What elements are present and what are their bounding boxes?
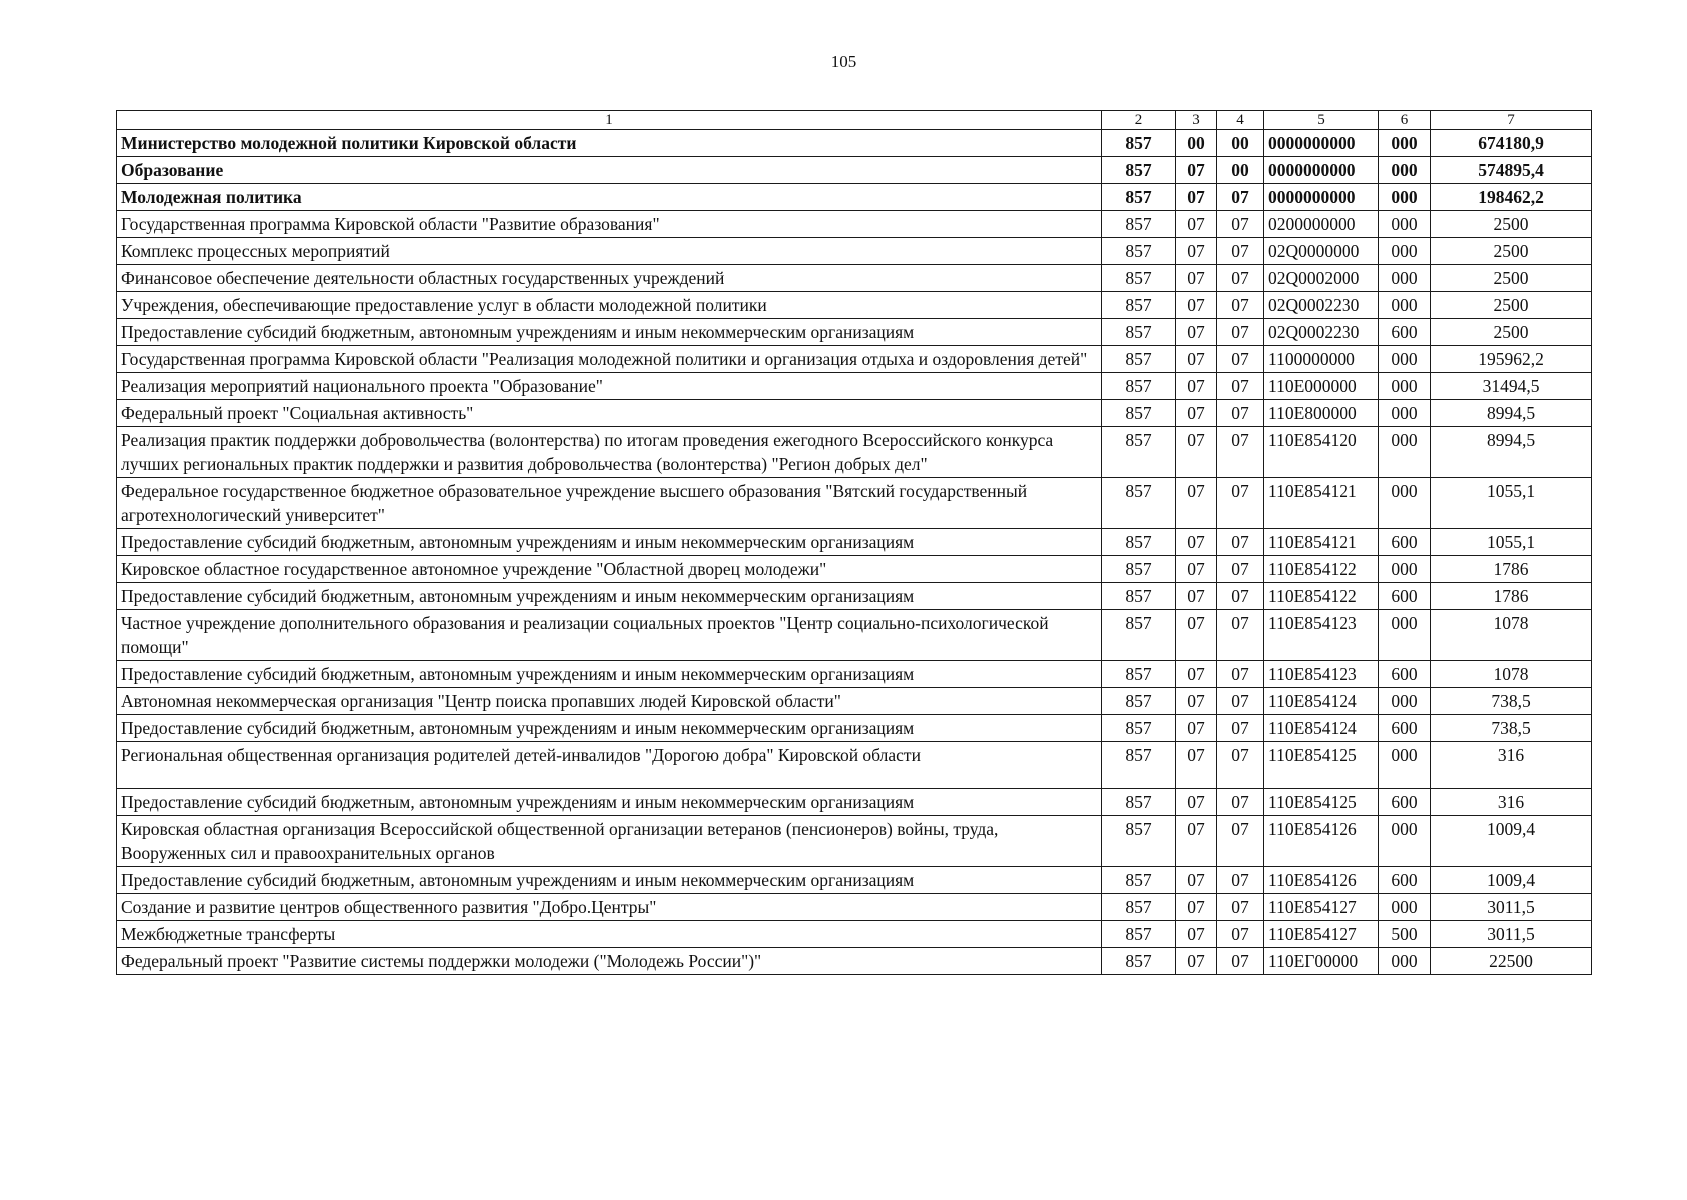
row-code-5-cell: 1100000000 [1264,346,1379,373]
row-amount-cell: 8994,5 [1431,400,1592,427]
table-row [117,789,1592,816]
row-code-4-cell: 07 [1217,373,1264,400]
row-name-cell: Комплекс процессных мероприятий [117,238,1102,265]
row-name-cell: Финансовое обеспечение деятельности областных государственных учреждений [117,265,1102,292]
row-name-cell: Автономная некоммерческая организация "Центр поиска пропавших людей Кировской области" [117,688,1102,715]
row-code-3-cell: 07 [1176,742,1217,789]
row-code-3-cell: 07 [1176,867,1217,894]
row-code-6-cell: 000 [1379,238,1431,265]
row-code-3-cell: 07 [1176,894,1217,921]
row-code-6-cell: 000 [1379,948,1431,975]
row-name-cell: Образование [117,157,1102,184]
row-code-6-cell: 600 [1379,715,1431,742]
row-amount-cell: 738,5 [1431,688,1592,715]
row-code-5-cell: 110E854125 [1264,742,1379,789]
table-row [117,346,1592,373]
row-code-6-cell: 000 [1379,184,1431,211]
row-amount-cell: 195962,2 [1431,346,1592,373]
row-code-5-cell: 110E854122 [1264,556,1379,583]
table-row [117,715,1592,742]
table-row [117,130,1592,157]
row-code-2-cell: 857 [1102,688,1176,715]
row-code-6-cell: 000 [1379,265,1431,292]
row-name-cell: Предоставление субсидий бюджетным, автономным учреждениям и иным некоммерческим организациям [117,529,1102,556]
row-code-5-cell: 110E854125 [1264,789,1379,816]
row-code-5-cell: 0200000000 [1264,211,1379,238]
row-amount-cell: 1078 [1431,610,1592,661]
row-name-cell: Предоставление субсидий бюджетным, автономным учреждениям и иным некоммерческим организациям [117,867,1102,894]
row-code-6-cell: 000 [1379,346,1431,373]
row-amount-cell: 22500 [1431,948,1592,975]
row-code-5-cell: 110E854121 [1264,529,1379,556]
row-code-3-cell: 07 [1176,238,1217,265]
row-name-cell: Федеральный проект "Социальная активность" [117,400,1102,427]
row-amount-cell: 738,5 [1431,715,1592,742]
row-code-5-cell: 02Q0000000 [1264,238,1379,265]
row-code-4-cell: 07 [1217,816,1264,867]
row-code-2-cell: 857 [1102,373,1176,400]
row-name-cell: Создание и развитие центров общественного развития "Добро.Центры" [117,894,1102,921]
row-code-6-cell: 000 [1379,688,1431,715]
row-code-2-cell: 857 [1102,583,1176,610]
row-name-cell: Кировская областная организация Всероссийской общественной организации ветеранов (пенсионеров) войны, труда, Вооруженных сил и правоохранительных органов [117,816,1102,867]
row-code-5-cell: 0000000000 [1264,157,1379,184]
row-code-2-cell: 857 [1102,556,1176,583]
row-code-6-cell: 000 [1379,816,1431,867]
table-body [117,130,1592,975]
row-amount-cell: 2500 [1431,292,1592,319]
row-amount-cell: 674180,9 [1431,130,1592,157]
row-code-5-cell: 110E000000 [1264,373,1379,400]
row-code-3-cell: 07 [1176,478,1217,529]
row-code-5-cell: 110E854124 [1264,715,1379,742]
table-row [117,529,1592,556]
row-amount-cell: 1055,1 [1431,529,1592,556]
row-amount-cell: 1078 [1431,661,1592,688]
row-code-6-cell: 000 [1379,478,1431,529]
row-code-3-cell: 07 [1176,583,1217,610]
table-row [117,184,1592,211]
row-code-4-cell: 07 [1217,292,1264,319]
row-code-3-cell: 07 [1176,921,1217,948]
row-code-3-cell: 07 [1176,715,1217,742]
header-col-1: 1 [117,111,1102,130]
row-code-4-cell: 07 [1217,742,1264,789]
table-row [117,427,1592,478]
row-amount-cell: 2500 [1431,319,1592,346]
table-row [117,688,1592,715]
row-code-3-cell: 07 [1176,610,1217,661]
row-code-5-cell: 110E854122 [1264,583,1379,610]
row-code-2-cell: 857 [1102,789,1176,816]
row-code-3-cell: 07 [1176,265,1217,292]
table-row [117,478,1592,529]
row-code-6-cell: 600 [1379,583,1431,610]
table-row [117,238,1592,265]
row-amount-cell: 198462,2 [1431,184,1592,211]
row-code-4-cell: 07 [1217,867,1264,894]
row-code-5-cell: 110E854124 [1264,688,1379,715]
row-code-2-cell: 857 [1102,319,1176,346]
row-code-5-cell: 02Q0002230 [1264,292,1379,319]
row-name-cell: Частное учреждение дополнительного образования и реализации социальных проектов "Центр социально-психологической помощи" [117,610,1102,661]
row-code-5-cell: 110EГ00000 [1264,948,1379,975]
row-name-cell: Реализация мероприятий национального проекта "Образование" [117,373,1102,400]
row-code-4-cell: 07 [1217,211,1264,238]
row-code-5-cell: 02Q0002000 [1264,265,1379,292]
row-code-4-cell: 07 [1217,583,1264,610]
row-name-cell: Федеральный проект "Развитие системы поддержки молодежи ("Молодежь России")" [117,948,1102,975]
table-row [117,373,1592,400]
row-code-4-cell: 07 [1217,921,1264,948]
row-code-3-cell: 07 [1176,184,1217,211]
row-amount-cell: 2500 [1431,238,1592,265]
row-code-2-cell: 857 [1102,346,1176,373]
row-code-2-cell: 857 [1102,661,1176,688]
header-col-4: 4 [1217,111,1264,130]
row-code-6-cell: 600 [1379,319,1431,346]
row-code-3-cell: 07 [1176,556,1217,583]
row-amount-cell: 3011,5 [1431,894,1592,921]
row-code-4-cell: 00 [1217,157,1264,184]
header-col-2: 2 [1102,111,1176,130]
row-amount-cell: 1055,1 [1431,478,1592,529]
row-code-2-cell: 857 [1102,894,1176,921]
row-code-3-cell: 07 [1176,373,1217,400]
header-col-3: 3 [1176,111,1217,130]
row-code-4-cell: 07 [1217,661,1264,688]
row-code-6-cell: 000 [1379,427,1431,478]
row-code-4-cell: 07 [1217,556,1264,583]
row-code-6-cell: 600 [1379,867,1431,894]
row-code-2-cell: 857 [1102,816,1176,867]
row-name-cell: Межбюджетные трансферты [117,921,1102,948]
row-name-cell: Федеральное государственное бюджетное образовательное учреждение высшего образования "Вятский государственный агротехнологический университет" [117,478,1102,529]
row-code-2-cell: 857 [1102,157,1176,184]
row-name-cell: Министерство молодежной политики Кировской области [117,130,1102,157]
table-row [117,211,1592,238]
row-code-3-cell: 07 [1176,400,1217,427]
row-code-4-cell: 07 [1217,238,1264,265]
row-code-6-cell: 000 [1379,610,1431,661]
row-code-6-cell: 000 [1379,211,1431,238]
header-col-5: 5 [1264,111,1379,130]
row-code-2-cell: 857 [1102,948,1176,975]
row-code-5-cell: 110E854120 [1264,427,1379,478]
header-col-7: 7 [1431,111,1592,130]
row-code-3-cell: 07 [1176,661,1217,688]
row-code-5-cell: 110E854121 [1264,478,1379,529]
row-code-3-cell: 07 [1176,292,1217,319]
row-name-cell: Предоставление субсидий бюджетным, автономным учреждениям и иным некоммерческим организациям [117,715,1102,742]
row-code-6-cell: 600 [1379,789,1431,816]
table-row [117,157,1592,184]
row-code-2-cell: 857 [1102,610,1176,661]
row-amount-cell: 1786 [1431,556,1592,583]
row-code-4-cell: 07 [1217,478,1264,529]
row-name-cell: Государственная программа Кировской области "Реализация молодежной политики и организация отдыха и оздоровления детей" [117,346,1102,373]
row-code-2-cell: 857 [1102,742,1176,789]
row-code-5-cell: 0000000000 [1264,184,1379,211]
row-code-4-cell: 07 [1217,529,1264,556]
row-amount-cell: 1009,4 [1431,867,1592,894]
row-code-4-cell: 07 [1217,265,1264,292]
table-row [117,610,1592,661]
row-amount-cell: 316 [1431,789,1592,816]
table-row [117,265,1592,292]
row-name-cell: Региональная общественная организация родителей детей-инвалидов "Дорогою добра" Кировской области [117,742,1102,789]
row-name-cell: Молодежная политика [117,184,1102,211]
row-amount-cell: 316 [1431,742,1592,789]
row-code-6-cell: 000 [1379,373,1431,400]
table-row [117,319,1592,346]
row-code-5-cell: 110E854123 [1264,610,1379,661]
header-col-6: 6 [1379,111,1431,130]
row-name-cell: Кировское областное государственное автономное учреждение "Областной дворец молодежи" [117,556,1102,583]
row-code-4-cell: 07 [1217,948,1264,975]
row-code-5-cell: 110E854126 [1264,867,1379,894]
row-code-3-cell: 07 [1176,211,1217,238]
row-name-cell: Предоставление субсидий бюджетным, автономным учреждениям и иным некоммерческим организациям [117,583,1102,610]
row-amount-cell: 1786 [1431,583,1592,610]
row-code-3-cell: 00 [1176,130,1217,157]
row-amount-cell: 2500 [1431,211,1592,238]
row-code-4-cell: 07 [1217,319,1264,346]
header-row [117,111,1592,130]
row-code-6-cell: 500 [1379,921,1431,948]
row-code-6-cell: 000 [1379,400,1431,427]
row-code-3-cell: 07 [1176,816,1217,867]
row-code-5-cell: 02Q0002230 [1264,319,1379,346]
row-code-4-cell: 00 [1217,130,1264,157]
row-name-cell: Учреждения, обеспечивающие предоставление услуг в области молодежной политики [117,292,1102,319]
row-code-3-cell: 07 [1176,319,1217,346]
row-name-cell: Государственная программа Кировской области "Развитие образования" [117,211,1102,238]
row-amount-cell: 1009,4 [1431,816,1592,867]
table-row [117,867,1592,894]
row-code-3-cell: 07 [1176,948,1217,975]
table-row [117,742,1592,789]
row-code-6-cell: 000 [1379,130,1431,157]
row-name-cell: Предоставление субсидий бюджетным, автономным учреждениям и иным некоммерческим организациям [117,789,1102,816]
row-name-cell: Предоставление субсидий бюджетным, автономным учреждениям и иным некоммерческим организациям [117,319,1102,346]
row-code-6-cell: 600 [1379,529,1431,556]
row-code-2-cell: 857 [1102,921,1176,948]
table-row [117,556,1592,583]
row-code-4-cell: 07 [1217,688,1264,715]
row-code-2-cell: 857 [1102,130,1176,157]
row-code-5-cell: 110E854127 [1264,921,1379,948]
row-code-5-cell: 110E854127 [1264,894,1379,921]
table-row [117,816,1592,867]
page-number: 105 [830,52,857,71]
row-code-4-cell: 07 [1217,346,1264,373]
row-code-4-cell: 07 [1217,715,1264,742]
row-code-6-cell: 000 [1379,157,1431,184]
row-code-3-cell: 07 [1176,157,1217,184]
row-code-2-cell: 857 [1102,265,1176,292]
row-code-2-cell: 857 [1102,292,1176,319]
table-row [117,583,1592,610]
row-code-2-cell: 857 [1102,238,1176,265]
row-name-cell: Предоставление субсидий бюджетным, автономным учреждениям и иным некоммерческим организациям [117,661,1102,688]
row-code-4-cell: 07 [1217,184,1264,211]
row-code-5-cell: 110E854126 [1264,816,1379,867]
table-row [117,400,1592,427]
row-code-3-cell: 07 [1176,688,1217,715]
row-code-2-cell: 857 [1102,478,1176,529]
table-row [117,894,1592,921]
row-code-4-cell: 07 [1217,400,1264,427]
row-code-4-cell: 07 [1217,427,1264,478]
row-code-3-cell: 07 [1176,346,1217,373]
table-row [117,948,1592,975]
row-code-3-cell: 07 [1176,427,1217,478]
row-code-2-cell: 857 [1102,715,1176,742]
row-code-2-cell: 857 [1102,529,1176,556]
row-code-6-cell: 000 [1379,894,1431,921]
row-amount-cell: 8994,5 [1431,427,1592,478]
row-amount-cell: 2500 [1431,265,1592,292]
row-code-4-cell: 07 [1217,894,1264,921]
row-name-cell: Реализация практик поддержки добровольчества (волонтерства) по итогам проведения ежегодного Всероссийского конкурса лучших региональных практик поддержки и развития добровольчества (волонтерства) "Регион добрых дел" [117,427,1102,478]
row-code-5-cell: 110E800000 [1264,400,1379,427]
row-code-4-cell: 07 [1217,610,1264,661]
table-row [117,921,1592,948]
row-amount-cell: 3011,5 [1431,921,1592,948]
row-code-6-cell: 600 [1379,661,1431,688]
row-code-2-cell: 857 [1102,211,1176,238]
row-code-5-cell: 0000000000 [1264,130,1379,157]
row-code-3-cell: 07 [1176,529,1217,556]
table-row [117,661,1592,688]
row-code-6-cell: 000 [1379,742,1431,789]
row-code-6-cell: 000 [1379,292,1431,319]
row-code-2-cell: 857 [1102,427,1176,478]
row-code-2-cell: 857 [1102,867,1176,894]
row-code-6-cell: 000 [1379,556,1431,583]
row-amount-cell: 574895,4 [1431,157,1592,184]
row-code-2-cell: 857 [1102,400,1176,427]
row-code-4-cell: 07 [1217,789,1264,816]
budget-table [116,110,1592,975]
table-row [117,292,1592,319]
row-code-5-cell: 110E854123 [1264,661,1379,688]
row-amount-cell: 31494,5 [1431,373,1592,400]
row-code-3-cell: 07 [1176,789,1217,816]
row-code-2-cell: 857 [1102,184,1176,211]
